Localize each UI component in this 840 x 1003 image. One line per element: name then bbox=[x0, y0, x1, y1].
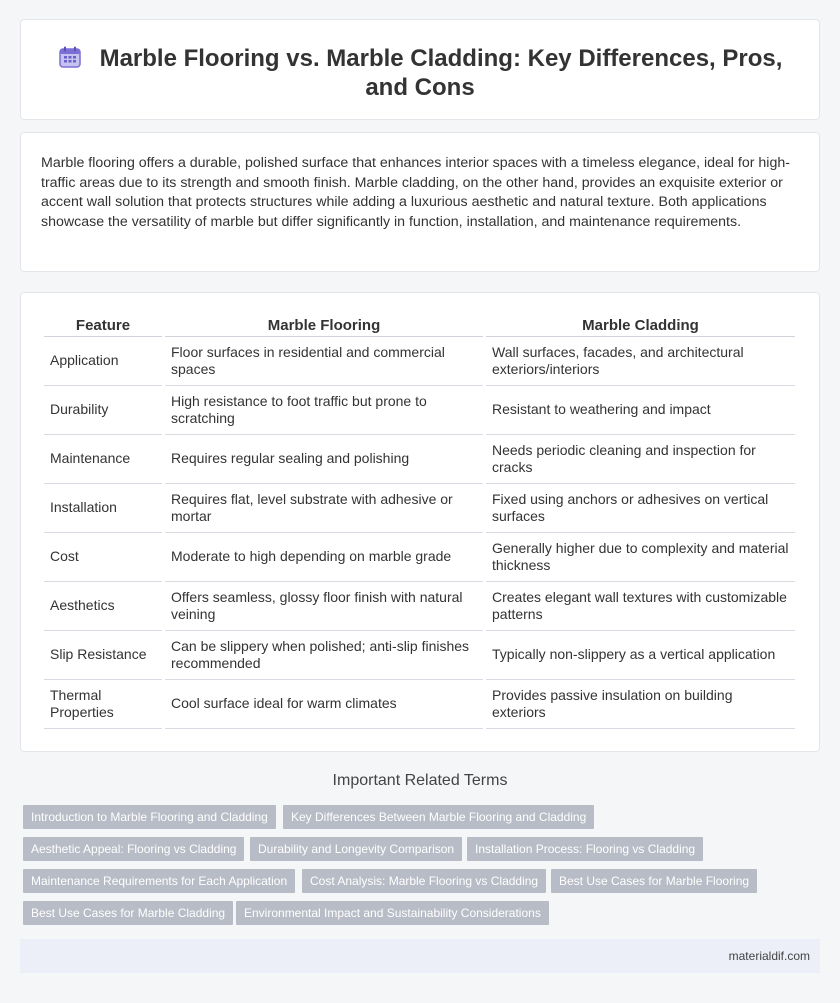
cell-feature: Durability bbox=[44, 386, 162, 435]
footer-site-link[interactable]: materialdif.com bbox=[728, 949, 810, 963]
related-tag[interactable]: Environmental Impact and Sustainability Considerations bbox=[236, 901, 549, 925]
cell-cladding: Typically non-slippery as a vertical application bbox=[486, 631, 795, 680]
cell-flooring: Can be slippery when polished; anti-slip finishes recommended bbox=[165, 631, 483, 680]
comparison-card bbox=[20, 292, 820, 752]
table-row bbox=[44, 680, 795, 729]
table-header-row bbox=[44, 315, 795, 337]
related-tag[interactable]: Durability and Longevity Comparison bbox=[250, 837, 462, 861]
related-tag[interactable]: Cost Analysis: Marble Flooring vs Cladding bbox=[302, 869, 546, 893]
related-tag[interactable]: Best Use Cases for Marble Flooring bbox=[551, 869, 757, 893]
cell-feature: Thermal Properties bbox=[44, 680, 162, 729]
footer bbox=[20, 939, 820, 973]
cell-flooring: Requires regular sealing and polishing bbox=[165, 435, 483, 484]
calendar-icon bbox=[58, 45, 82, 69]
cell-flooring: Offers seamless, glossy floor finish with natural veining bbox=[165, 582, 483, 631]
header-flooring: Marble Flooring bbox=[165, 315, 483, 337]
cell-flooring: Floor surfaces in residential and commercial spaces bbox=[165, 337, 483, 386]
table-row bbox=[44, 582, 795, 631]
cell-feature: Installation bbox=[44, 484, 162, 533]
cell-feature: Aesthetics bbox=[44, 582, 162, 631]
cell-feature: Application bbox=[44, 337, 162, 386]
cell-cladding: Needs periodic cleaning and inspection for cracks bbox=[486, 435, 795, 484]
header-feature: Feature bbox=[44, 315, 162, 337]
cell-flooring: Moderate to high depending on marble grade bbox=[165, 533, 483, 582]
cell-cladding: Provides passive insulation on building exteriors bbox=[486, 680, 795, 729]
table-row bbox=[44, 484, 795, 533]
cell-flooring: Cool surface ideal for warm climates bbox=[165, 680, 483, 729]
table-row bbox=[44, 435, 795, 484]
cell-feature: Cost bbox=[44, 533, 162, 582]
related-tag[interactable]: Maintenance Requirements for Each Application bbox=[23, 869, 295, 893]
comparison-table bbox=[41, 315, 798, 729]
cell-feature: Maintenance bbox=[44, 435, 162, 484]
table-row bbox=[44, 631, 795, 680]
related-tag[interactable]: Key Differences Between Marble Flooring and Cladding bbox=[283, 805, 594, 829]
related-tag[interactable]: Installation Process: Flooring vs Cladding bbox=[467, 837, 703, 861]
cell-cladding: Fixed using anchors or adhesives on vertical surfaces bbox=[486, 484, 795, 533]
table-row bbox=[44, 337, 795, 386]
related-tag[interactable]: Best Use Cases for Marble Cladding bbox=[23, 901, 233, 925]
intro-paragraph: Marble flooring offers a durable, polished surface that enhances interior spaces with a timeless elegance, ideal for high-traffic areas due to its strength and smooth finish. Marble cladding, on the other hand, provides an exquisite exterior or accent wall solution that protects structures while adding a luxurious aesthetic and natural texture. Both applications showcase the versatility of marble but differ significantly in function, installation, and maintenance requirements. bbox=[41, 155, 790, 230]
cell-cladding: Creates elegant wall textures with customizable patterns bbox=[486, 582, 795, 631]
intro-card bbox=[20, 132, 820, 272]
cell-cladding: Generally higher due to complexity and material thickness bbox=[486, 533, 795, 582]
cell-flooring: Requires flat, level substrate with adhesive or mortar bbox=[165, 484, 483, 533]
related-tag[interactable]: Aesthetic Appeal: Flooring vs Cladding bbox=[23, 837, 244, 861]
cell-cladding: Resistant to weathering and impact bbox=[486, 386, 795, 435]
related-terms-title: Important Related Terms bbox=[332, 772, 508, 789]
table-row bbox=[44, 386, 795, 435]
cell-cladding: Wall surfaces, facades, and architectural exteriors/interiors bbox=[486, 337, 795, 386]
page-title: Marble Flooring vs. Marble Cladding: Key Differences, Pros, and Cons bbox=[99, 45, 783, 101]
header-cladding: Marble Cladding bbox=[486, 315, 795, 337]
header-card bbox=[20, 19, 820, 120]
cell-feature: Slip Resistance bbox=[44, 631, 162, 680]
cell-flooring: High resistance to foot traffic but prone to scratching bbox=[165, 386, 483, 435]
table-row bbox=[44, 533, 795, 582]
related-tag[interactable]: Introduction to Marble Flooring and Cladding bbox=[23, 805, 276, 829]
title-wrap bbox=[51, 44, 789, 102]
